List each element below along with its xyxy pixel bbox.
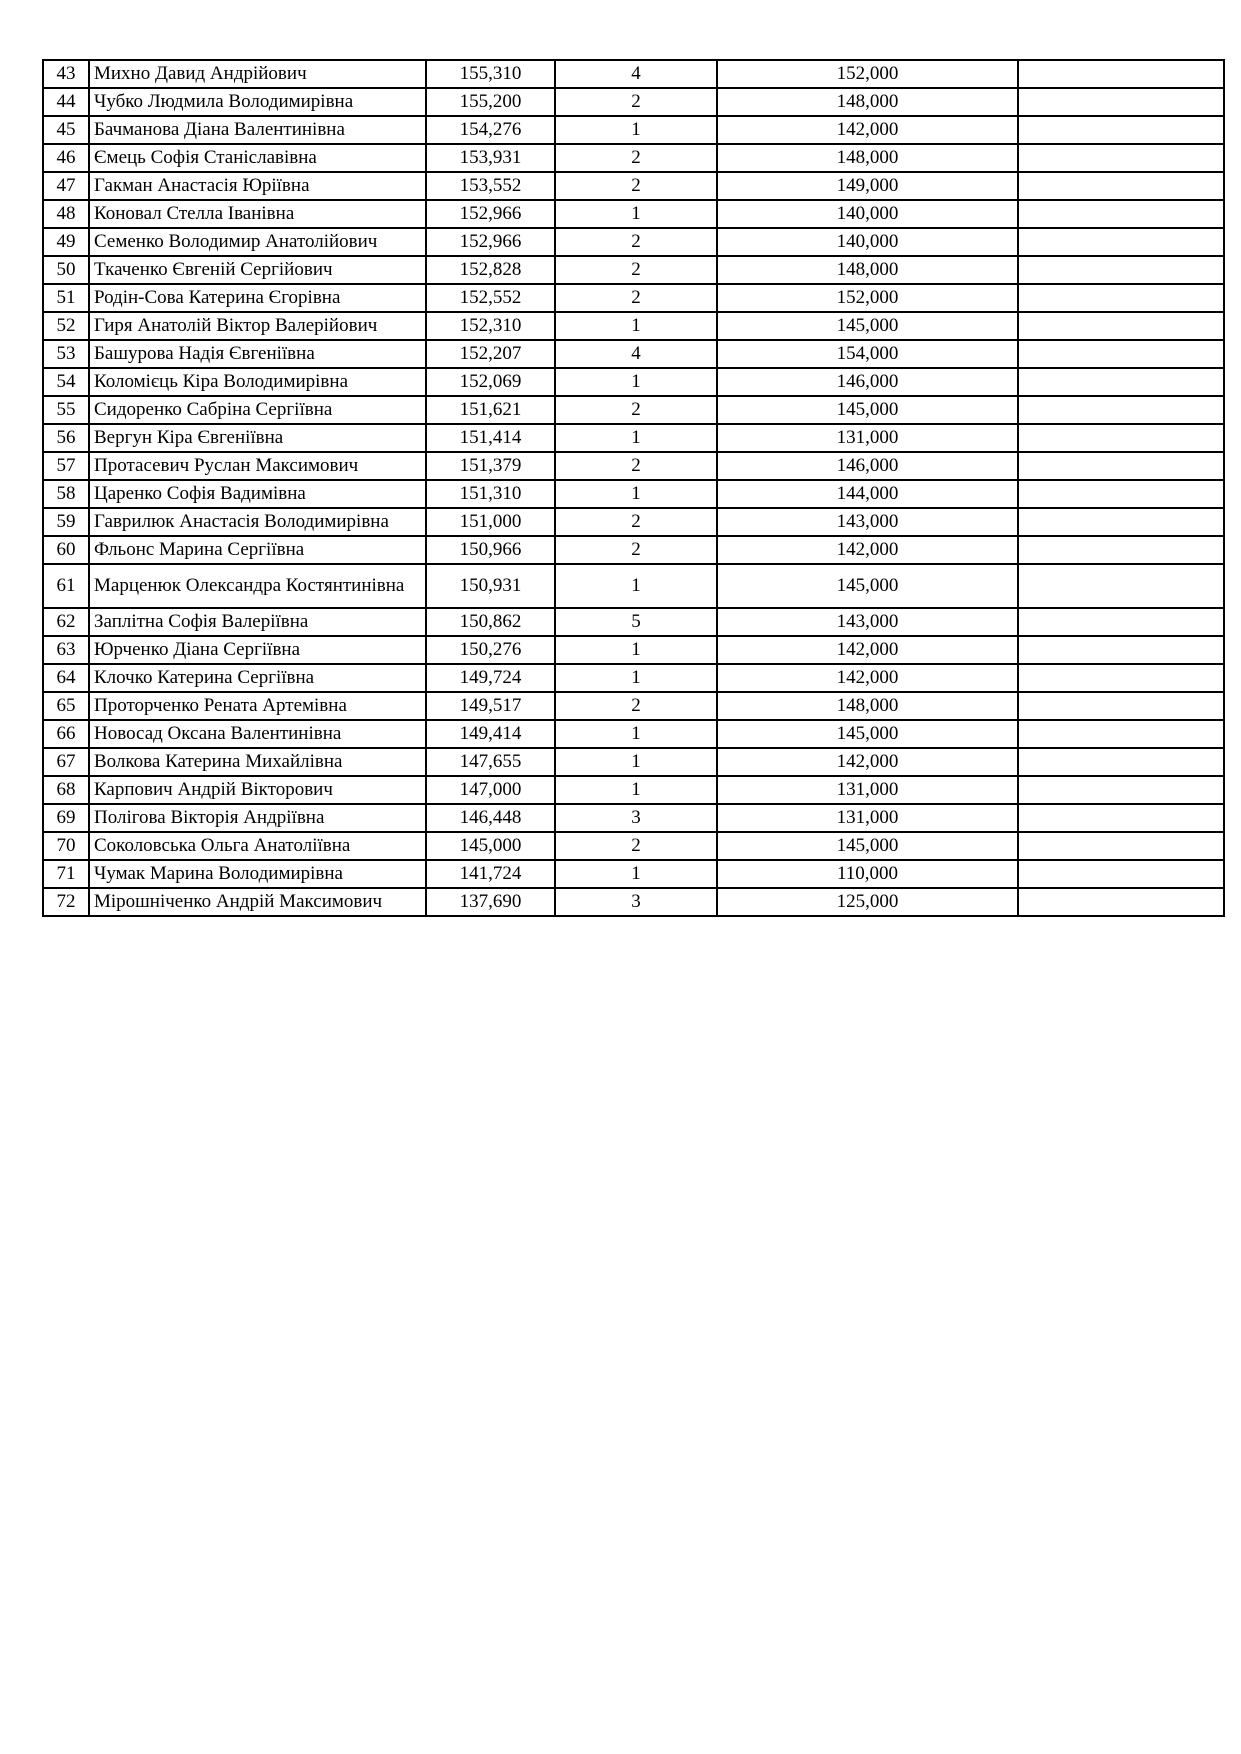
table-row [43,200,1224,228]
priority-cell: 2 [555,508,717,536]
base-score-cell: 131,000 [717,804,1018,832]
base-score-cell: 152,000 [717,284,1018,312]
competitive-score-cell: 152,966 [426,228,555,256]
full-name-cell: Волкова Катерина Михайлівна [89,748,426,776]
note-cell [1018,508,1224,536]
full-name-cell: Ємець Софія Станіславівна [89,144,426,172]
table-row [43,664,1224,692]
priority-cell: 2 [555,144,717,172]
table-row [43,312,1224,340]
priority-cell: 1 [555,424,717,452]
priority-cell: 1 [555,116,717,144]
full-name-cell: Семенко Володимир Анатолійович [89,228,426,256]
base-score-cell: 142,000 [717,664,1018,692]
full-name-cell: Заплітна Софія Валеріївна [89,608,426,636]
row-number-cell: 72 [43,888,89,916]
full-name-cell: Царенко Софія Вадимівна [89,480,426,508]
row-number-cell: 46 [43,144,89,172]
table-row [43,720,1224,748]
table-row [43,888,1224,916]
note-cell [1018,228,1224,256]
base-score-cell: 148,000 [717,144,1018,172]
table-row [43,508,1224,536]
table-row [43,748,1224,776]
table-row [43,284,1224,312]
priority-cell: 2 [555,692,717,720]
table-row [43,776,1224,804]
full-name-cell: Коломієць Кіра Володимирівна [89,368,426,396]
note-cell [1018,396,1224,424]
row-number-cell: 58 [43,480,89,508]
priority-cell: 2 [555,536,717,564]
priority-cell: 1 [555,720,717,748]
row-number-cell: 47 [43,172,89,200]
priority-cell: 1 [555,748,717,776]
row-number-cell: 61 [43,564,89,608]
competitive-score-cell: 141,724 [426,860,555,888]
row-number-cell: 64 [43,664,89,692]
base-score-cell: 110,000 [717,860,1018,888]
note-cell [1018,692,1224,720]
priority-cell: 1 [555,480,717,508]
base-score-cell: 152,000 [717,60,1018,88]
full-name-cell: Вергун Кіра Євгеніївна [89,424,426,452]
competitive-score-cell: 150,931 [426,564,555,608]
competitive-score-cell: 149,414 [426,720,555,748]
note-cell [1018,284,1224,312]
priority-cell: 2 [555,396,717,424]
table-row [43,228,1224,256]
priority-cell: 1 [555,200,717,228]
row-number-cell: 48 [43,200,89,228]
competitive-score-cell: 149,517 [426,692,555,720]
full-name-cell: Юрченко Діана Сергіївна [89,636,426,664]
ranking-table [42,59,1225,917]
competitive-score-cell: 155,200 [426,88,555,116]
competitive-score-cell: 149,724 [426,664,555,692]
table-row [43,564,1224,608]
base-score-cell: 144,000 [717,480,1018,508]
row-number-cell: 67 [43,748,89,776]
note-cell [1018,172,1224,200]
priority-cell: 1 [555,776,717,804]
competitive-score-cell: 153,931 [426,144,555,172]
priority-cell: 2 [555,172,717,200]
row-number-cell: 60 [43,536,89,564]
base-score-cell: 145,000 [717,396,1018,424]
row-number-cell: 65 [43,692,89,720]
note-cell [1018,368,1224,396]
table-row [43,396,1224,424]
priority-cell: 1 [555,664,717,692]
row-number-cell: 71 [43,860,89,888]
full-name-cell: Чубко Людмила Володимирівна [89,88,426,116]
row-number-cell: 56 [43,424,89,452]
base-score-cell: 142,000 [717,748,1018,776]
priority-cell: 5 [555,608,717,636]
table-row [43,424,1224,452]
table-row [43,256,1224,284]
table-row [43,144,1224,172]
full-name-cell: Фльонс Марина Сергіївна [89,536,426,564]
base-score-cell: 149,000 [717,172,1018,200]
row-number-cell: 59 [43,508,89,536]
base-score-cell: 146,000 [717,452,1018,480]
base-score-cell: 140,000 [717,200,1018,228]
note-cell [1018,312,1224,340]
table-row [43,804,1224,832]
competitive-score-cell: 154,276 [426,116,555,144]
full-name-cell: Гакман Анастасія Юріївна [89,172,426,200]
row-number-cell: 54 [43,368,89,396]
competitive-score-cell: 155,310 [426,60,555,88]
base-score-cell: 140,000 [717,228,1018,256]
competitive-score-cell: 147,000 [426,776,555,804]
base-score-cell: 131,000 [717,776,1018,804]
full-name-cell: Бачманова Діана Валентинівна [89,116,426,144]
row-number-cell: 62 [43,608,89,636]
note-cell [1018,888,1224,916]
competitive-score-cell: 152,310 [426,312,555,340]
ranking-table-body [43,60,1224,916]
competitive-score-cell: 153,552 [426,172,555,200]
priority-cell: 4 [555,340,717,368]
base-score-cell: 142,000 [717,536,1018,564]
table-row [43,88,1224,116]
note-cell [1018,564,1224,608]
row-number-cell: 51 [43,284,89,312]
note-cell [1018,608,1224,636]
row-number-cell: 50 [43,256,89,284]
competitive-score-cell: 151,414 [426,424,555,452]
competitive-score-cell: 151,000 [426,508,555,536]
table-row [43,172,1224,200]
priority-cell: 3 [555,888,717,916]
priority-cell: 2 [555,284,717,312]
competitive-score-cell: 151,379 [426,452,555,480]
priority-cell: 3 [555,804,717,832]
priority-cell: 4 [555,60,717,88]
competitive-score-cell: 150,966 [426,536,555,564]
table-row [43,480,1224,508]
base-score-cell: 145,000 [717,720,1018,748]
base-score-cell: 146,000 [717,368,1018,396]
note-cell [1018,860,1224,888]
competitive-score-cell: 152,828 [426,256,555,284]
full-name-cell: Клочко Катерина Сергіївна [89,664,426,692]
competitive-score-cell: 137,690 [426,888,555,916]
priority-cell: 1 [555,636,717,664]
competitive-score-cell: 152,552 [426,284,555,312]
table-row [43,608,1224,636]
note-cell [1018,480,1224,508]
base-score-cell: 143,000 [717,608,1018,636]
full-name-cell: Родін-Сова Катерина Єгорівна [89,284,426,312]
base-score-cell: 154,000 [717,340,1018,368]
full-name-cell: Проторченко Рената Артемівна [89,692,426,720]
note-cell [1018,200,1224,228]
full-name-cell: Соколовська Ольга Анатоліївна [89,832,426,860]
base-score-cell: 145,000 [717,564,1018,608]
competitive-score-cell: 151,310 [426,480,555,508]
base-score-cell: 142,000 [717,636,1018,664]
row-number-cell: 63 [43,636,89,664]
priority-cell: 2 [555,228,717,256]
competitive-score-cell: 145,000 [426,832,555,860]
row-number-cell: 68 [43,776,89,804]
row-number-cell: 53 [43,340,89,368]
full-name-cell: Сидоренко Сабріна Сергіївна [89,396,426,424]
note-cell [1018,452,1224,480]
table-row [43,452,1224,480]
competitive-score-cell: 146,448 [426,804,555,832]
full-name-cell: Коновал Стелла Іванівна [89,200,426,228]
table-row [43,60,1224,88]
full-name-cell: Гаврилюк Анастасія Володимирівна [89,508,426,536]
note-cell [1018,832,1224,860]
priority-cell: 1 [555,564,717,608]
competitive-score-cell: 150,276 [426,636,555,664]
full-name-cell: Карпович Андрій Вікторович [89,776,426,804]
note-cell [1018,664,1224,692]
table-row [43,860,1224,888]
full-name-cell: Полігова Вікторія Андріївна [89,804,426,832]
full-name-cell: Мірошніченко Андрій Максимович [89,888,426,916]
competitive-score-cell: 152,069 [426,368,555,396]
base-score-cell: 125,000 [717,888,1018,916]
competitive-score-cell: 147,655 [426,748,555,776]
note-cell [1018,144,1224,172]
competitive-score-cell: 150,862 [426,608,555,636]
table-row [43,340,1224,368]
competitive-score-cell: 151,621 [426,396,555,424]
base-score-cell: 148,000 [717,692,1018,720]
note-cell [1018,424,1224,452]
note-cell [1018,748,1224,776]
priority-cell: 2 [555,256,717,284]
priority-cell: 2 [555,88,717,116]
base-score-cell: 142,000 [717,116,1018,144]
note-cell [1018,536,1224,564]
row-number-cell: 49 [43,228,89,256]
note-cell [1018,720,1224,748]
full-name-cell: Новосад Оксана Валентинівна [89,720,426,748]
full-name-cell: Протасевич Руслан Максимович [89,452,426,480]
table-row [43,116,1224,144]
note-cell [1018,116,1224,144]
priority-cell: 1 [555,860,717,888]
full-name-cell: Михно Давид Андрійович [89,60,426,88]
base-score-cell: 148,000 [717,88,1018,116]
priority-cell: 2 [555,452,717,480]
row-number-cell: 66 [43,720,89,748]
note-cell [1018,88,1224,116]
row-number-cell: 70 [43,832,89,860]
table-row [43,832,1224,860]
note-cell [1018,776,1224,804]
note-cell [1018,60,1224,88]
row-number-cell: 44 [43,88,89,116]
competitive-score-cell: 152,207 [426,340,555,368]
note-cell [1018,256,1224,284]
row-number-cell: 43 [43,60,89,88]
note-cell [1018,636,1224,664]
full-name-cell: Чумак Марина Володимирівна [89,860,426,888]
full-name-cell: Ткаченко Євгеній Сергійович [89,256,426,284]
row-number-cell: 57 [43,452,89,480]
row-number-cell: 52 [43,312,89,340]
priority-cell: 1 [555,312,717,340]
full-name-cell: Марценюк Олександра Костянтинівна [89,564,426,608]
row-number-cell: 55 [43,396,89,424]
table-row [43,368,1224,396]
base-score-cell: 148,000 [717,256,1018,284]
priority-cell: 1 [555,368,717,396]
table-row [43,536,1224,564]
row-number-cell: 69 [43,804,89,832]
base-score-cell: 145,000 [717,832,1018,860]
full-name-cell: Башурова Надія Євгеніївна [89,340,426,368]
competitive-score-cell: 152,966 [426,200,555,228]
table-row [43,636,1224,664]
note-cell [1018,340,1224,368]
full-name-cell: Гиря Анатолій Віктор Валерійович [89,312,426,340]
priority-cell: 2 [555,832,717,860]
base-score-cell: 143,000 [717,508,1018,536]
base-score-cell: 131,000 [717,424,1018,452]
row-number-cell: 45 [43,116,89,144]
base-score-cell: 145,000 [717,312,1018,340]
table-row [43,692,1224,720]
note-cell [1018,804,1224,832]
